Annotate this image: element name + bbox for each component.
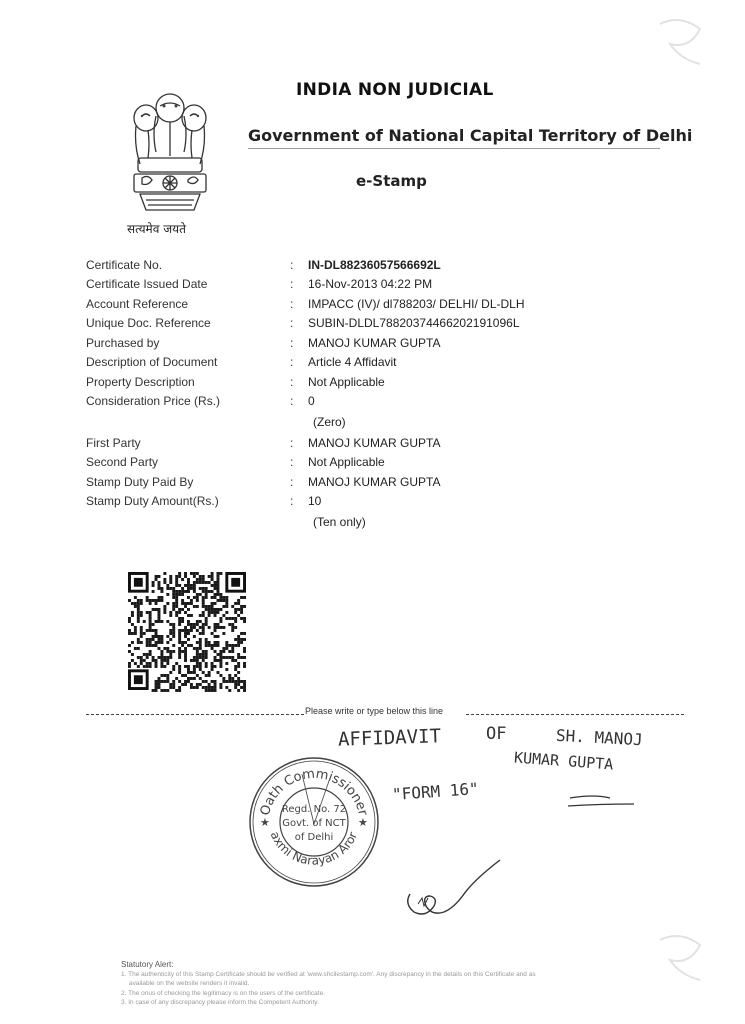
handwritten-name-line2: KUMAR GUPTA — [513, 748, 614, 774]
handwritten-signature — [398, 858, 504, 920]
svg-text:★: ★ — [358, 817, 368, 829]
field-label: Consideration Price (Rs.) — [86, 394, 221, 408]
statutory-alert-line: 3. In case of any discrepancy please inform the Competent Authority. — [121, 999, 319, 1006]
field-separator: : — [290, 475, 294, 489]
seal-delhi-line: of Delhi — [294, 832, 334, 843]
field-label: Second Party — [86, 455, 159, 469]
field-label: Purchased by — [86, 336, 160, 350]
field-label: First Party — [86, 436, 141, 450]
stamp-type-title: e-Stamp — [356, 172, 427, 190]
field-label: Property Description — [86, 375, 195, 389]
write-below-instruction: Please write or type below this line — [305, 706, 444, 716]
seal-govt-line: Govt. of NCT — [282, 818, 346, 829]
field-label: Account Reference — [86, 297, 189, 311]
purchased-by: MANOJ KUMAR GUPTA — [308, 336, 441, 350]
handwritten-affidavit: AFFIDAVIT — [337, 725, 442, 751]
statutory-alert-line: 1. The authenticity of this Stamp Certificate should be verified at 'www.shcilestamp.com'. Any discrepancy in the details on this Certificate and as — [121, 971, 536, 978]
field-separator: : — [290, 494, 294, 508]
issue-date: 16-Nov-2013 04:22 PM — [308, 277, 433, 291]
seal-bottom-text: axmi Narayan Aror — [267, 829, 361, 868]
field-label: Stamp Duty Amount(Rs.) — [86, 494, 219, 508]
field-separator: : — [290, 394, 294, 408]
handwritten-form: "FORM 16" — [391, 778, 480, 805]
unique-doc-reference: SUBIN-DLDL78820374466202191096L — [308, 316, 520, 330]
handwritten-dash-mark — [566, 794, 638, 815]
qr-code — [128, 572, 246, 692]
stamp-duty-paid-by: MANOJ KUMAR GUPTA — [308, 475, 441, 489]
field-separator: : — [290, 455, 294, 469]
svg-text:★: ★ — [260, 817, 270, 829]
certificate-number: IN-DL88236057566692L — [308, 258, 441, 272]
field-separator: : — [290, 297, 294, 311]
write-below-line-left — [86, 714, 304, 715]
motto-text: सत्यमेव जयते — [127, 222, 186, 236]
property-description: Not Applicable — [308, 375, 385, 389]
ashoka-emblem-icon — [120, 86, 220, 216]
watermark-decoration — [655, 14, 705, 74]
field-separator: : — [290, 316, 294, 330]
stamp-duty-amount: 10 — [308, 494, 322, 508]
field-separator: : — [290, 436, 294, 450]
handwritten-of: OF — [486, 724, 507, 744]
consideration-price: 0 — [308, 394, 315, 408]
second-party: Not Applicable — [308, 455, 385, 469]
field-label: Unique Doc. Reference — [86, 316, 211, 330]
field-label: Description of Document — [86, 355, 218, 369]
statutory-alert-line: available on the website renders it invalid. — [129, 980, 250, 987]
seal-reg-number: Regd. No. 72 — [281, 804, 347, 815]
account-reference: IMPACC (IV)/ dl788203/ DELHI/ DL-DLH — [308, 297, 525, 311]
handwritten-name-line1: SH. MANOJ — [555, 725, 644, 750]
field-label: Stamp Duty Paid By — [86, 475, 194, 489]
document-title: INDIA NON JUDICIAL — [296, 80, 494, 100]
seal-top-text: Oath Commissioner — [257, 766, 371, 818]
field-separator: : — [290, 277, 294, 291]
title-underline — [248, 148, 660, 149]
field-separator: : — [290, 258, 294, 272]
stamp-duty-words: (Ten only) — [313, 515, 366, 529]
field-label: Certificate Issued Date — [86, 277, 208, 291]
write-below-line-right — [466, 714, 684, 715]
statutory-alert-line: 2. The onus of checking the legitimacy is on the users of the certificate. — [121, 990, 326, 997]
oath-commissioner-seal — [246, 754, 382, 890]
field-separator: : — [290, 375, 294, 389]
field-separator: : — [290, 355, 294, 369]
field-label: Certificate No. — [86, 258, 163, 272]
government-title: Government of National Capital Territory of Delhi — [248, 126, 693, 145]
statutory-alert-title: Statutory Alert: — [121, 960, 174, 969]
field-separator: : — [290, 336, 294, 350]
watermark-decoration — [655, 930, 705, 990]
consideration-words: (Zero) — [313, 415, 346, 429]
document-description: Article 4 Affidavit — [308, 355, 397, 369]
first-party: MANOJ KUMAR GUPTA — [308, 436, 441, 450]
